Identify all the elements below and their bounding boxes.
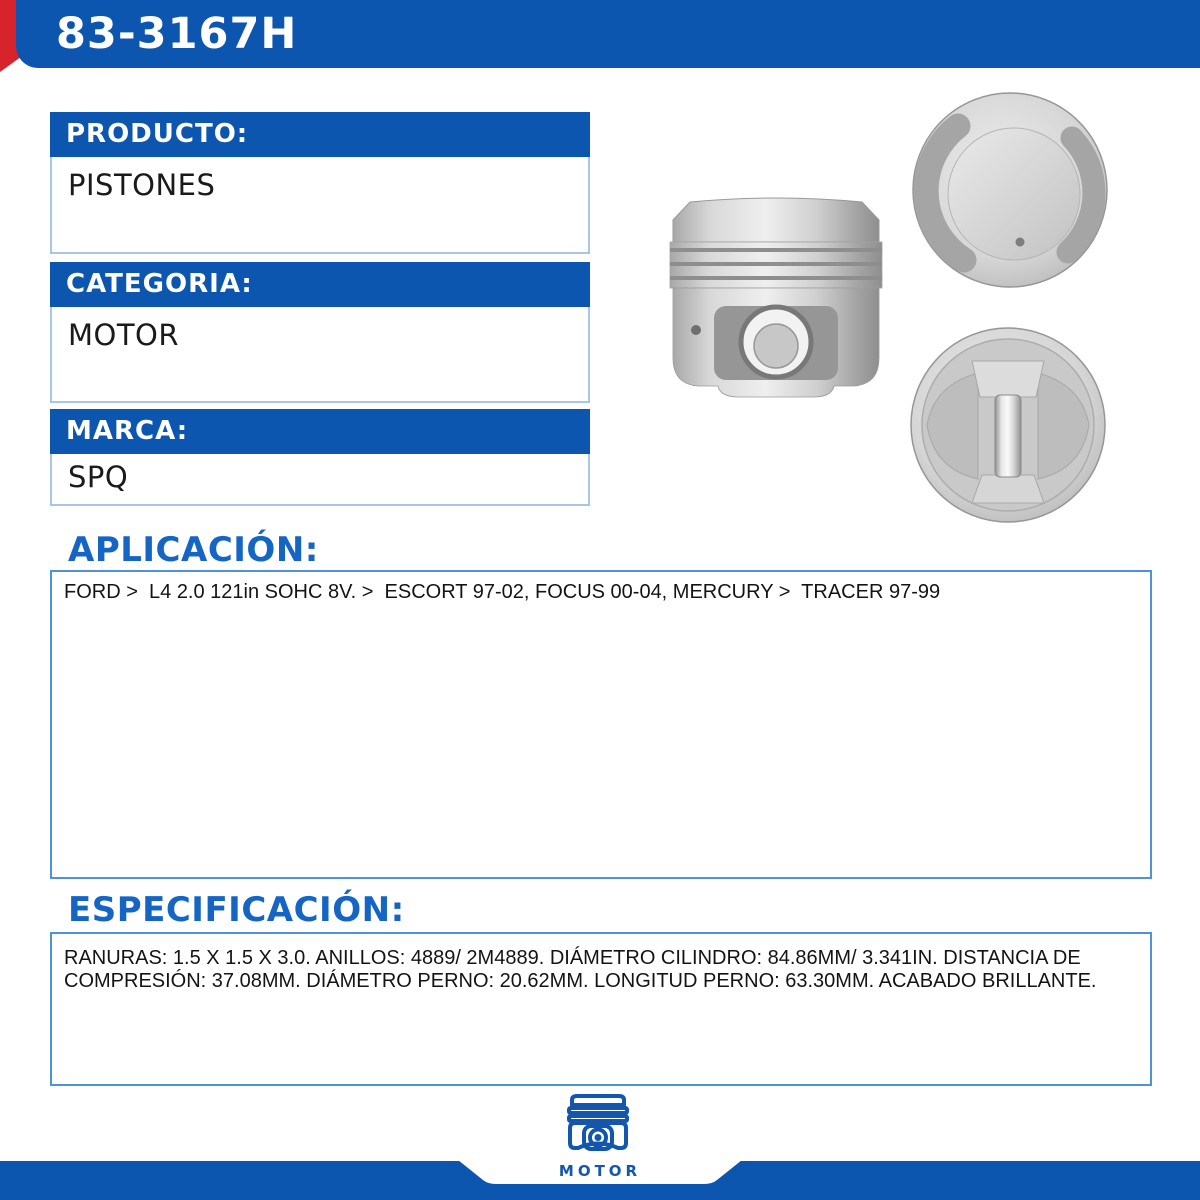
field-value-marca: SPQ xyxy=(50,454,590,506)
specification-text: RANURAS: 1.5 X 1.5 X 3.0. ANILLOS: 4889/ 2M4889. DIÁMETRO CILINDRO: 84.86MM/ 3.341IN. DISTANCIA DE COMPRESIÓN: 37.08MM. DIÁMETRO PERNO: 20.62MM. LONGITUD PERNO: 63.30MM. ACABADO BRILLANTE. xyxy=(64,947,1097,992)
product-photos xyxy=(650,80,1130,530)
field-label-categoria: CATEGORIA: xyxy=(50,262,590,307)
field-value-categoria: MOTOR xyxy=(50,307,590,403)
application-heading: APLICACIÓN: xyxy=(68,530,319,570)
application-panel xyxy=(50,570,1152,879)
application-text: FORD > L4 2.0 121in SOHC 8V. > ESCORT 97-02, FOCUS 00-04, MERCURY > TRACER 97-99 xyxy=(64,581,941,603)
field-label-marca: MARCA: xyxy=(50,409,590,454)
piston-icon-svg xyxy=(562,1092,634,1158)
part-number: 83-3167H xyxy=(56,9,298,59)
field-value-producto: PISTONES xyxy=(50,157,590,254)
specification-heading: ESPECIFICACIÓN: xyxy=(68,890,405,930)
specification-panel xyxy=(50,932,1152,1086)
piston-photos-svg xyxy=(650,80,1130,530)
piston-top-photo xyxy=(913,93,1107,287)
footer-category-label: MOTOR xyxy=(558,1162,642,1180)
field-marca xyxy=(50,409,590,506)
piston-icon xyxy=(562,1092,634,1158)
field-label-producto: PRODUCTO: xyxy=(50,112,590,157)
header-bar xyxy=(16,0,1200,68)
field-producto xyxy=(50,112,590,254)
piston-side-photo xyxy=(670,198,882,397)
field-categoria xyxy=(50,262,590,403)
piston-bottom-photo xyxy=(911,328,1105,522)
